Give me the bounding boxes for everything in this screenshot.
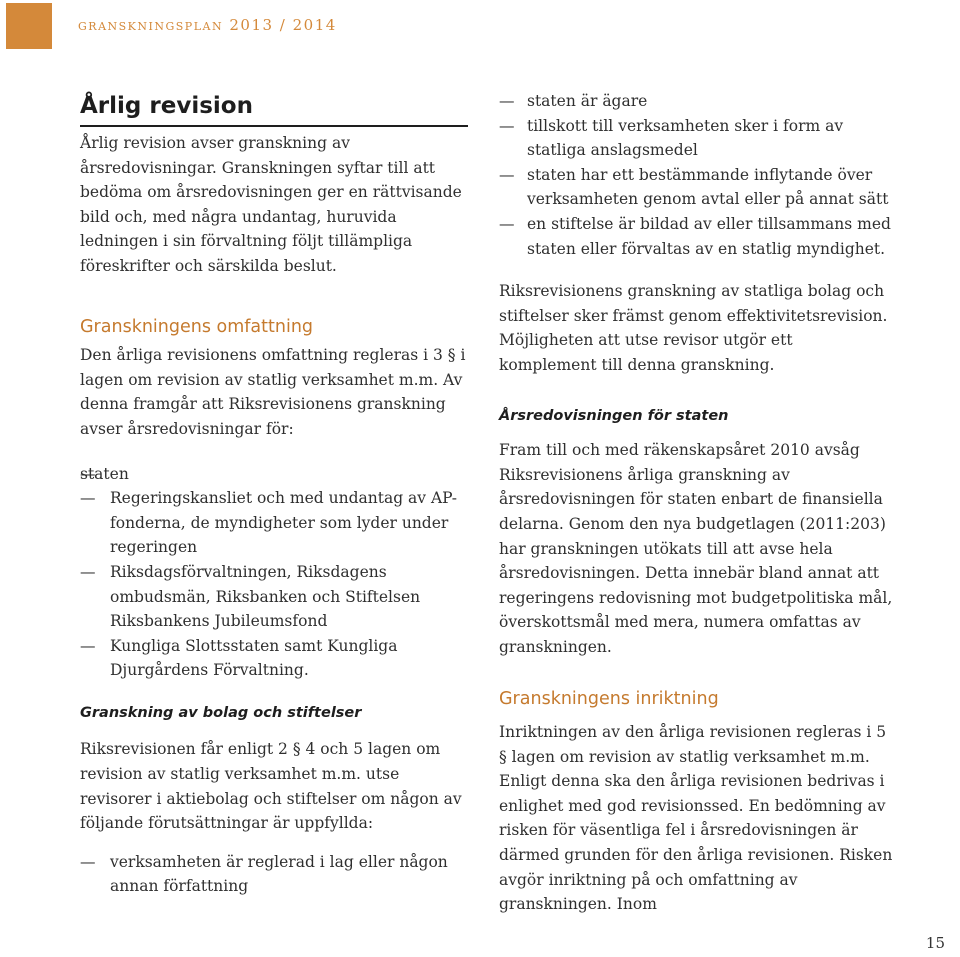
- companies-paragraph: Riksrevisionen får enligt 2 § 4 och 5 lagen om revision av statlig verksamhet m.m. utse revisorer i aktiebolag och stiftelser om någon av följande förutsättningar är uppfyllda:: [80, 740, 462, 833]
- list-item: — Riksdagsförvaltningen, Riksdagens ombudsmän, Riksbanken och Stiftelsen Riksbankens Jubileumsfond: [80, 560, 470, 634]
- list-item: — en stiftelse är bildad av eller tillsammans med staten eller förvaltas av en statlig myndighet.: [499, 212, 894, 261]
- accent-block: [6, 3, 52, 49]
- direction-paragraph: Inriktningen av den årliga revisionen regleras i 5 § lagen om revision av statlig verksamhet m.m. Enligt denna ska den årliga revisionen bedrivas i enlighet med god revisionssed. En bedömning av risken för väsentliga fel i årsredovisningen är därmed grunden för den årliga revisionen. Risken avgör inriktning på och omfattning av granskningen. Inom: [499, 723, 893, 914]
- list-item: — staten: [80, 462, 470, 487]
- page-title: Årlig revision: [80, 93, 253, 119]
- list-item: — Kungliga Slottsstaten samt Kungliga Djurgårdens Förvaltning.: [80, 634, 470, 683]
- companies-heading: Granskning av bolag och stiftelser: [80, 704, 362, 721]
- scope-paragraph: Den årliga revisionens omfattning regleras i 3 § i lagen om revision av statlig verksamhet m.m. Av denna framgår att Riksrevisionens granskning avser årsredovisningar för:: [80, 346, 466, 438]
- intro-paragraph: Årlig revision avser granskning av årsredovisningar. Granskningen syftar till att bedöma om årsredovisningen ger en rättvisande bild och, med några undantag, huruvida ledningen i sin förvaltning följt tillämpliga föreskrifter och särskilda beslut.: [80, 134, 462, 275]
- left-column: [80, 90, 470, 899]
- list-item: — Regeringskansliet och med undantag av AP-fonderna, de myndigheter som lyder under regeringen: [80, 486, 470, 560]
- scope-list: [80, 462, 470, 683]
- scope-heading: Granskningens omfattning: [80, 316, 314, 337]
- direction-heading: Granskningens inriktning: [499, 689, 719, 710]
- list-item: — staten är ägare: [499, 89, 894, 114]
- companies-list: [80, 850, 470, 899]
- running-header: granskningsplan 2013 / 2014: [78, 16, 337, 34]
- page-number: 15: [925, 934, 945, 952]
- list-item: — staten har ett bestämmande inflytande över verksamheten genom avtal eller på annat sätt: [499, 163, 894, 212]
- title-rule: [80, 125, 468, 127]
- list-item: — tillskott till verksamheten sker i form av statliga anslagsmedel: [499, 114, 894, 163]
- companies-followup-paragraph: Riksrevisionens granskning av statliga bolag och stiftelser sker främst genom effektivitetsrevision. Möjligheten att utse revisor utgör ett komplement till denna granskning.: [499, 282, 888, 374]
- annual-report-heading: Årsredovisningen för staten: [499, 407, 729, 424]
- list-item: — verksamheten är reglerad i lag eller någon annan författning: [80, 850, 470, 899]
- annual-report-paragraph: Fram till och med räkenskapsåret 2010 avsåg Riksrevisionens årliga granskning av årsredovisningen för staten enbart de finansiella delarna. Genom den nya budgetlagen (2011:203) har granskningen utökats till att avse hela årsredovisningen. Detta innebär bland annat att regeringens redovisning mot budgetpolitiska mål, överskottsmål med mera, numera omfattas av granskningen.: [499, 441, 893, 656]
- right-column: [499, 89, 894, 917]
- conditions-list: [499, 89, 894, 261]
